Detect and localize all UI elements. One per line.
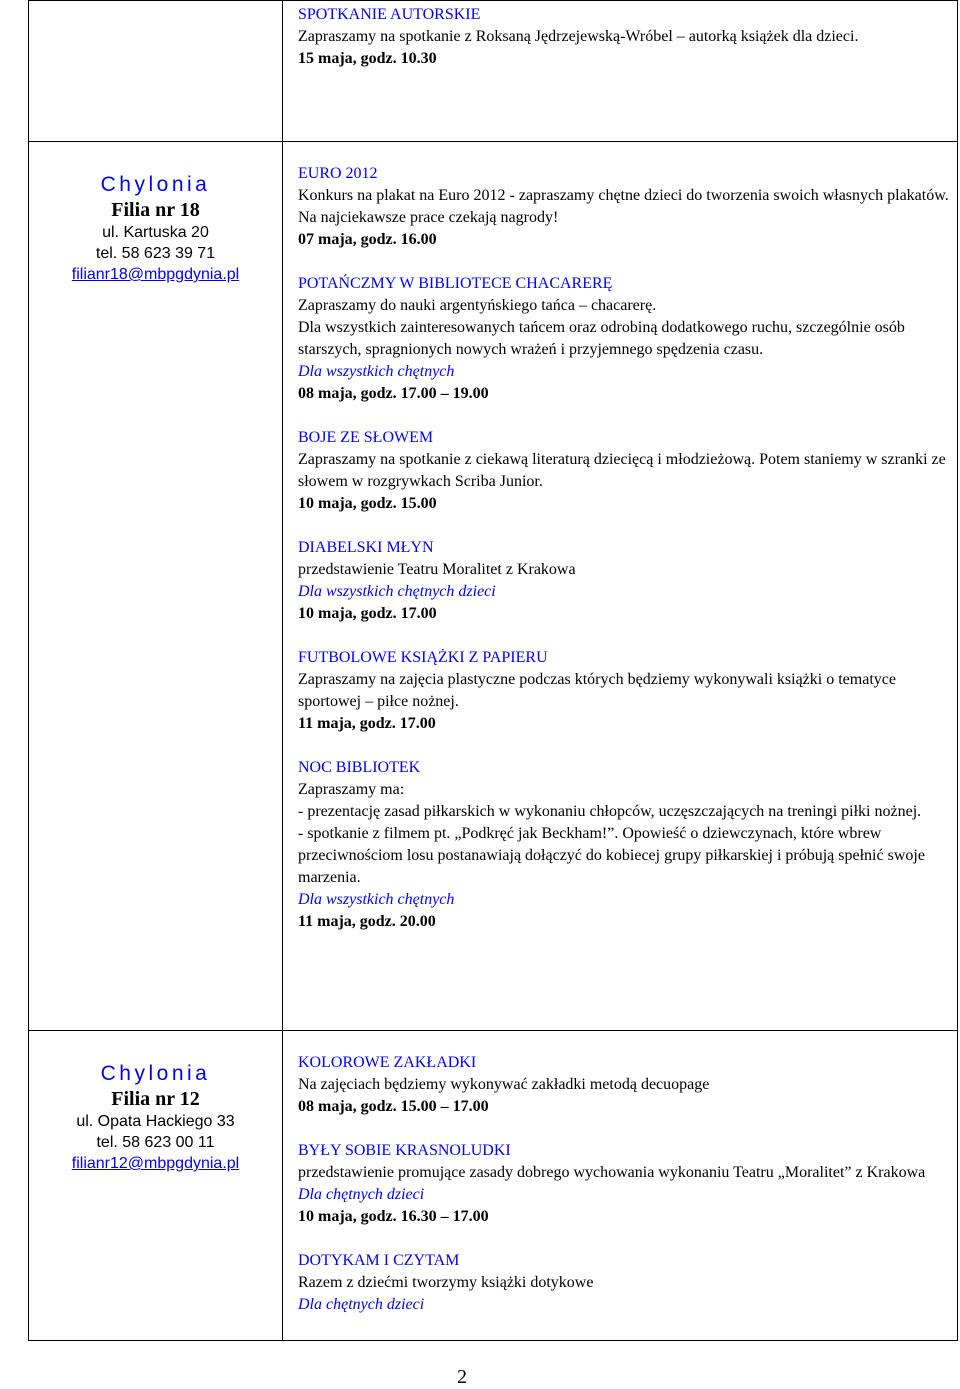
branch-city: Chylonia (100, 173, 211, 196)
event-audience: Dla chętnych dzieci (298, 1186, 425, 1203)
branch-city: Chylonia (100, 1062, 211, 1085)
event-audience: Dla chętnych dzieci (298, 1296, 425, 1313)
event (298, 163, 957, 251)
event-date: 11 maja, godz. 20.00 (298, 913, 436, 930)
event (298, 4, 957, 70)
event-description: Zapraszamy do nauki argentyńskiego tańca – chacarerę. (298, 297, 657, 314)
events-cell (283, 142, 958, 1031)
event-title: POTAŃCZMY W BIBLIOTECE CHACARERĘ (298, 275, 613, 292)
schedule-table (28, 0, 958, 1341)
event-list-item: - spotkanie z filmem pt. „Podkręć jak Beckham!”. Opowieść o dziewczynach, które wbrew przeciwnościom losu postanawiają dołączyć do kobiecej grupy piłkarskiej i próbują spełnić swoje marzenia. (298, 825, 925, 886)
table-row (29, 1031, 958, 1341)
table-row (29, 142, 958, 1031)
event-description: Razem z dziećmi tworzymy książki dotykowe (298, 1274, 594, 1291)
event-date: 07 maja, godz. 16.00 (298, 231, 437, 248)
event (298, 1250, 957, 1316)
event-description: Zapraszamy na spotkanie z Roksaną Jędrzejewską-Wróbel – autorką książek dla dzieci. (298, 28, 859, 45)
event (298, 427, 957, 515)
branch-email-link[interactable]: filianr18@mbpgdynia.pl (71, 266, 240, 283)
event-date: 15 maja, godz. 10.30 (298, 50, 437, 67)
event-list-item: - prezentację zasad piłkarskich w wykonaniu chłopców, uczęszczających na treningi piłki nożnej. (298, 803, 922, 820)
branch-phone: tel. 58 623 00 11 (96, 1134, 215, 1151)
event (298, 757, 957, 933)
event-audience: Dla wszystkich chętnych (298, 363, 455, 380)
event-title: NOC BIBLIOTEK (298, 759, 421, 776)
event-title: SPOTKANIE AUTORSKIE (298, 6, 481, 23)
event (298, 1052, 957, 1118)
event-description: Zapraszamy na zajęcia plastyczne podczas których będziemy wykonywali książki o tematyce sportowej – piłce nożnej. (298, 671, 896, 710)
events-cell (283, 1, 958, 142)
branch-email-link[interactable]: filianr12@mbpgdynia.pl (71, 1155, 240, 1172)
event-audience: Dla wszystkich chętnych dzieci (298, 583, 496, 600)
event (298, 1140, 957, 1228)
branch-street: ul. Kartuska 20 (102, 224, 209, 241)
event-title: KOLOROWE ZAKŁADKI (298, 1054, 477, 1071)
events-cell (283, 1031, 958, 1341)
event-description-more: Dla wszystkich zainteresowanych tańcem oraz odrobiną dodatkowego ruchu, szczególnie osób starszych, spragnionych nowych wrażeń i przyjemnego spędzenia czasu. (298, 319, 905, 358)
branch-info (29, 1031, 283, 1341)
event-title: BOJE ZE SŁOWEM (298, 429, 434, 446)
event-description: Konkurs na plakat na Euro 2012 - zapraszamy chętne dzieci do tworzenia swoich własnych plakatów. Na najciekawsze prace czekają nagrody! (298, 187, 949, 226)
event-date: 10 maja, godz. 16.30 – 17.00 (298, 1208, 489, 1225)
event-audience: Dla wszystkich chętnych (298, 891, 455, 908)
branch-cell-empty (29, 1, 283, 142)
event-title: FUTBOLOWE KSIĄŻKI Z PAPIERU (298, 649, 548, 666)
page-number: 2 (457, 1366, 467, 1388)
event-date: 11 maja, godz. 17.00 (298, 715, 436, 732)
event-description: Zapraszamy ma: (298, 781, 405, 798)
event-date: 08 maja, godz. 15.00 – 17.00 (298, 1098, 489, 1115)
event (298, 647, 957, 735)
event-title: DIABELSKI MŁYN (298, 539, 434, 556)
branch-phone: tel. 58 623 39 71 (95, 245, 216, 262)
event-title: BYŁY SOBIE KRASNOLUDKI (298, 1142, 511, 1159)
event-date: 10 maja, godz. 17.00 (298, 605, 437, 622)
event-description: przedstawienie Teatru Moralitet z Krakowa (298, 561, 576, 578)
table-row (29, 1, 958, 142)
event-date: 08 maja, godz. 17.00 – 19.00 (298, 385, 489, 402)
event-date: 10 maja, godz. 15.00 (298, 495, 437, 512)
branch-info (29, 142, 283, 1031)
branch-street: ul. Opata Hackiego 33 (76, 1113, 235, 1130)
event-description: Zapraszamy na spotkanie z ciekawą literaturą dziecięcą i młodzieżową. Potem staniemy w szranki ze słowem w rozgrywkach Scriba Junior. (298, 451, 946, 490)
event (298, 273, 957, 405)
event-description: przedstawienie promujące zasady dobrego wychowania wykonaniu Teatru „Moralitet” z Krakowa (298, 1164, 926, 1181)
branch-name: Filia nr 18 (111, 199, 200, 221)
event-title: EURO 2012 (298, 165, 378, 182)
event-description: Na zajęciach będziemy wykonywać zakładki metodą decuopage (298, 1076, 710, 1093)
branch-name: Filia nr 12 (111, 1088, 200, 1110)
event-title: DOTYKAM I CZYTAM (298, 1252, 460, 1269)
event (298, 537, 957, 625)
